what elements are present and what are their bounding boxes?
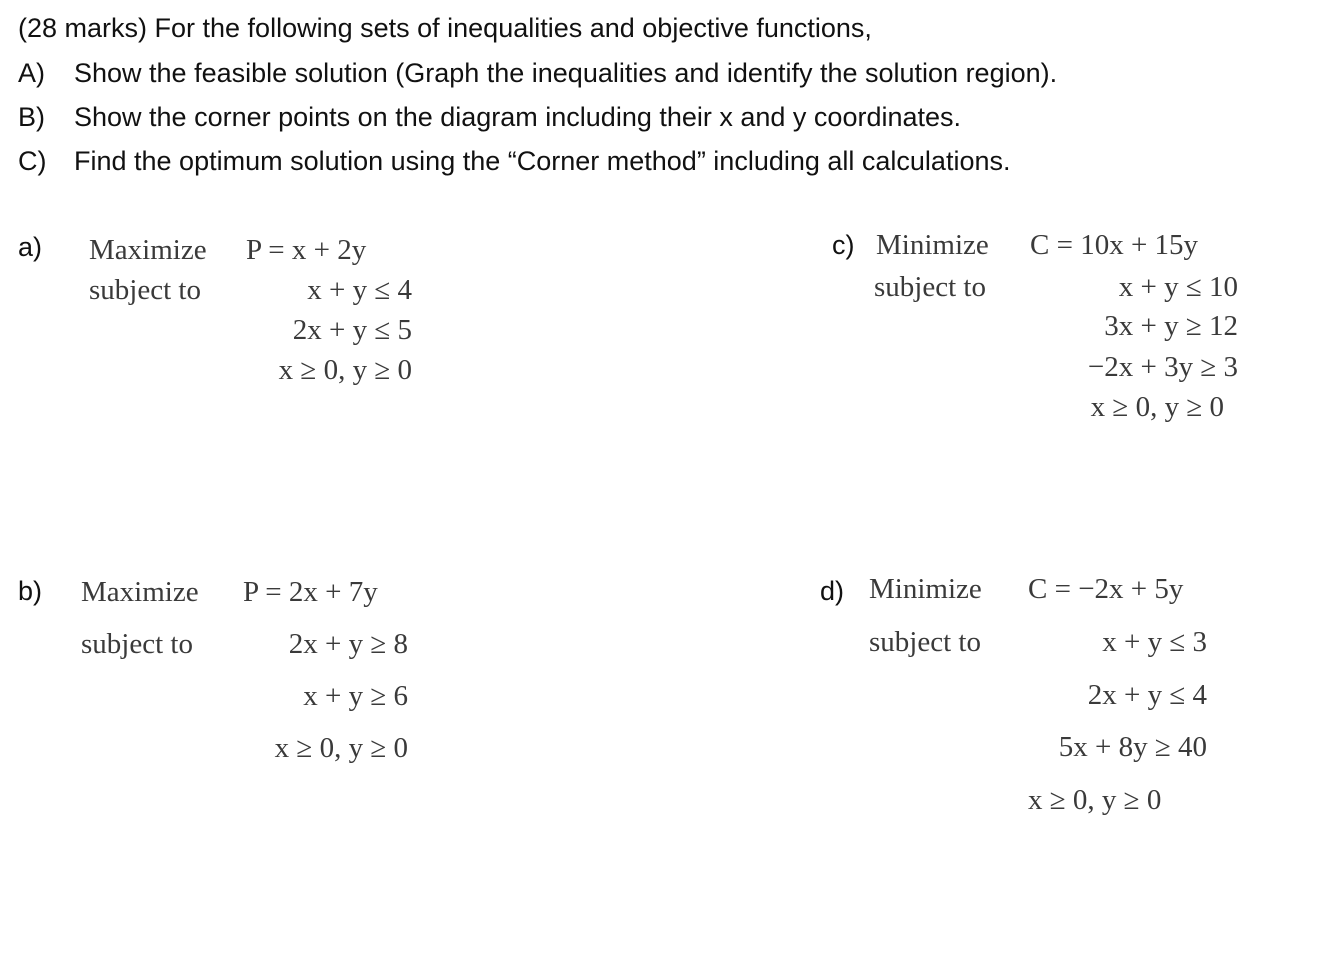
objective-function: C = 10x + 15y — [1030, 229, 1199, 261]
constraint: 2x + y ≤ 5 — [292, 314, 412, 346]
instruction-text: Show the corner points on the diagram including their x and y coordinates. — [74, 102, 962, 132]
instruction-text: Find the optimum solution using the “Corner method” including all calculations. — [74, 146, 1011, 176]
constraint: x ≥ 0, y ≥ 0 — [274, 732, 408, 764]
problem-label: b) — [18, 576, 43, 606]
problem-label: d) — [820, 576, 845, 606]
objective-function: P = 2x + 7y — [243, 576, 378, 608]
constraint: 3x + y ≥ 12 — [1104, 310, 1238, 342]
constraint: x + y ≤ 3 — [1102, 626, 1207, 658]
question-intro: (28 marks) For the following sets of inequalities and objective functions, — [18, 13, 872, 43]
constraint: x + y ≥ 6 — [303, 680, 408, 712]
instruction-b — [18, 95, 961, 139]
objective-word: Maximize — [89, 234, 207, 266]
subject-to-label: subject to — [89, 274, 201, 306]
instruction-tag: B) — [18, 102, 45, 132]
constraint: x ≥ 0, y ≥ 0 — [1090, 391, 1224, 423]
constraint: x ≥ 0, y ≥ 0 — [278, 354, 412, 386]
objective-word: Minimize — [869, 573, 982, 605]
constraint: 5x + 8y ≥ 40 — [1058, 731, 1207, 763]
subject-to-label: subject to — [81, 628, 193, 660]
instruction-text: Show the feasible solution (Graph the inequalities and identify the solution region). — [74, 58, 1058, 88]
constraint: x ≥ 0, y ≥ 0 — [1028, 784, 1162, 816]
instruction-tag: C) — [18, 146, 47, 176]
subject-to-label: subject to — [869, 626, 981, 658]
problem-label: c) — [832, 230, 855, 260]
constraint: −2x + 3y ≥ 3 — [1087, 351, 1238, 383]
instruction-c — [18, 139, 1010, 183]
constraint: 2x + y ≥ 8 — [288, 628, 408, 660]
objective-word: Minimize — [876, 229, 989, 261]
instruction-tag: A) — [18, 58, 45, 88]
objective-word: Maximize — [81, 576, 199, 608]
problem-label: a) — [18, 232, 43, 262]
constraint: x + y ≤ 10 — [1118, 271, 1238, 303]
constraint: 2x + y ≤ 4 — [1087, 679, 1207, 711]
objective-function: C = −2x + 5y — [1028, 573, 1184, 605]
constraint: x + y ≤ 4 — [307, 274, 412, 306]
objective-function: P = x + 2y — [246, 234, 367, 266]
instruction-a — [18, 51, 1057, 95]
subject-to-label: subject to — [874, 271, 986, 303]
